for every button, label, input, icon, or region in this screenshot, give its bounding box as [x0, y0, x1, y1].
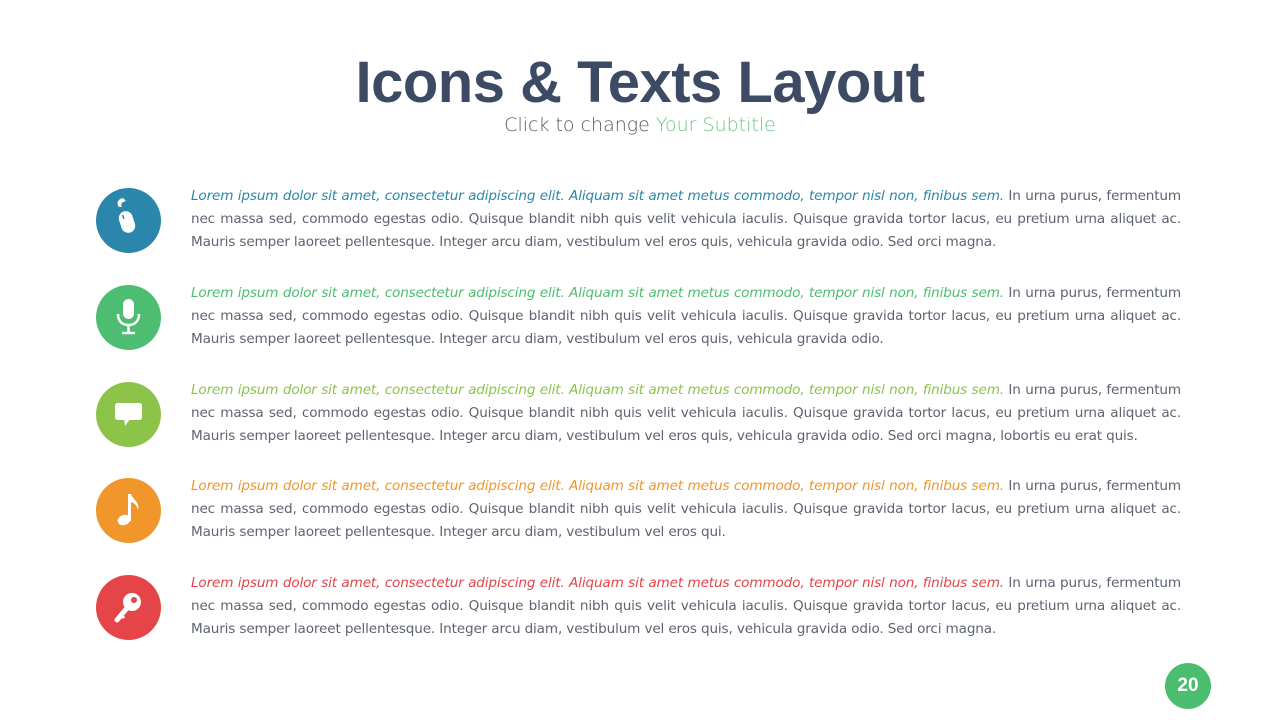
item-lead: Lorem ipsum dolor sit amet, consectetur adipiscing elit. Aliquam sit amet metus commodo, tempor nisl non, finibus sem. [191, 478, 1004, 494]
subtitle-accent: Your Subtitle [655, 114, 776, 136]
item-text [191, 572, 1181, 641]
microphone-icon [96, 285, 161, 350]
list-item-5 [96, 572, 1181, 642]
slide-subtitle [0, 112, 1280, 138]
subtitle-prefix: Click to change [504, 114, 656, 136]
item-text [191, 282, 1181, 351]
item-lead: Lorem ipsum dolor sit amet, consectetur adipiscing elit. Aliquam sit amet metus commodo, tempor nisl non, finibus sem. [191, 575, 1004, 591]
item-lead: Lorem ipsum dolor sit amet, consectetur adipiscing elit. Aliquam sit amet metus commodo, tempor nisl non, finibus sem. [191, 382, 1004, 398]
item-body: In urna purus, fermentum nec massa sed, commodo egestas odio. Quisque blandit nibh quis velit vehicula iaculis. Quisque gravida tortor lacus, eu pretium urna aliquet ac. Mauris semper laoreet pellentesque. Integer arcu diam, vestibulum vel eros quis, vehicula gravida odio. Sed orci magna. [191, 575, 1181, 637]
list-item-4 [96, 475, 1181, 545]
item-body: In urna purus, fermentum nec massa sed, commodo egestas odio. Quisque blandit nibh quis velit vehicula iaculis. Quisque gravida tortor lacus, eu pretium urna aliquet ac. Mauris semper laoreet pellentesque. Integer arcu diam, vestibulum vel eros quis, vehicula gravida odio. [191, 285, 1181, 347]
page-number-badge: 20 [1165, 663, 1211, 709]
item-body: In urna purus, fermentum nec massa sed, commodo egestas odio. Quisque blandit nibh quis velit vehicula iaculis. Quisque gravida tortor lacus, eu pretium urna aliquet ac. Mauris semper laoreet pellentesque. Integer arcu diam, vestibulum vel eros qui. [191, 478, 1181, 540]
item-lead: Lorem ipsum dolor sit amet, consectetur adipiscing elit. Aliquam sit amet metus commodo, tempor nisl non, finibus sem. [191, 285, 1004, 301]
item-text [191, 475, 1181, 544]
item-lead: Lorem ipsum dolor sit amet, consectetur adipiscing elit. Aliquam sit amet metus commodo, tempor nisl non, finibus sem. [191, 188, 1004, 204]
item-body: In urna purus, fermentum nec massa sed, commodo egestas odio. Quisque blandit nibh quis velit vehicula iaculis. Quisque gravida tortor lacus, eu pretium urna aliquet ac. Mauris semper laoreet pellentesque. Integer arcu diam, vestibulum vel eros quis, vehicula gravida odio. Sed orci magna. [191, 188, 1181, 250]
item-text [191, 379, 1181, 448]
chat-bubble-icon [96, 382, 161, 447]
list-item-2 [96, 282, 1181, 352]
item-body: In urna purus, fermentum nec massa sed, commodo egestas odio. Quisque blandit nibh quis velit vehicula iaculis. Quisque gravida tortor lacus, eu pretium urna aliquet ac. Mauris semper laoreet pellentesque. Integer arcu diam, vestibulum vel eros quis, vehicula gravida odio. Sed orci magna, lobortis eu erat quis. [191, 382, 1181, 444]
mouse-icon [96, 188, 161, 253]
list-item-3 [96, 379, 1181, 449]
slide-title: Icons & Texts Layout [355, 50, 925, 115]
music-note-icon [96, 478, 161, 543]
list-item-1 [96, 185, 1181, 255]
item-text [191, 185, 1181, 254]
key-icon [96, 575, 161, 640]
